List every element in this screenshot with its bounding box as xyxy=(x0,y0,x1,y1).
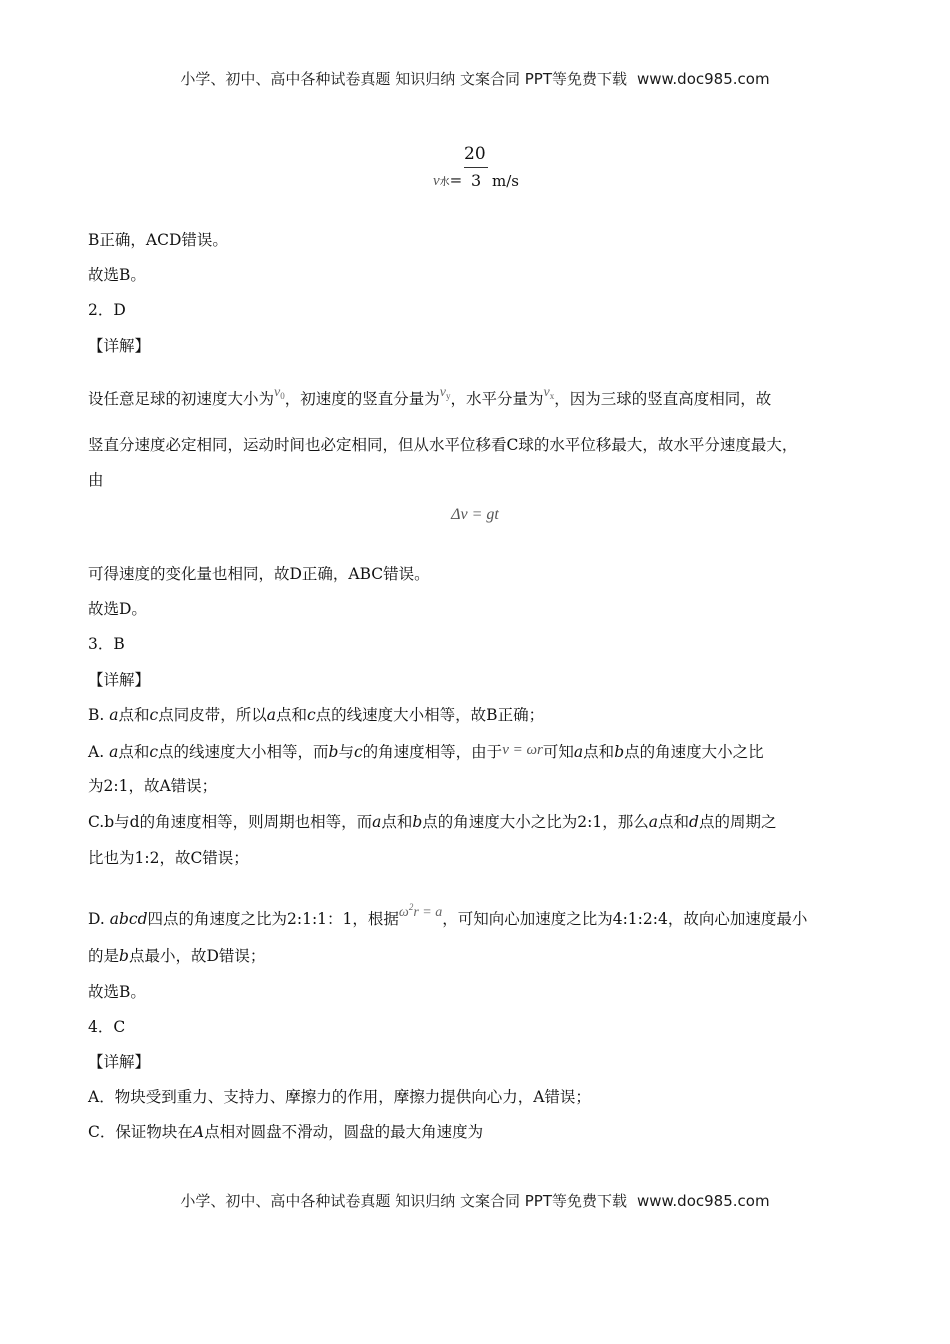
formula-delta-v: Δv = gt xyxy=(451,506,499,523)
line-1: B正确，ACD错误。 xyxy=(88,231,228,249)
line-10: 3．B xyxy=(88,635,125,653)
page-header xyxy=(0,68,950,89)
line-14: 为2:1，故A错误； xyxy=(88,777,218,795)
v-omega-r-formula: v = ωr xyxy=(502,742,543,758)
line-18: 的是b点最小，故D错误； xyxy=(88,947,266,965)
line-11: 【详解】 xyxy=(88,671,151,689)
line-23: C．保证物块在A点相对圆盘不滑动，圆盘的最大角速度为 xyxy=(88,1123,484,1141)
footer-text: 小学、初中、高中各种试卷真题 知识归纳 文案合同 PPT等免费下载 xyxy=(180,1192,627,1210)
line-12: B. a点和c点同皮带，所以a点和c点的线速度大小相等，故B正确； xyxy=(88,706,545,724)
line-4: 【详解】 xyxy=(88,337,151,355)
line-5: 设任意足球的初速度大小为$v_0$，初速度的竖直分量为$v_y$，水平分量为$v_x$，因为三球的竖直高度相同，故 xyxy=(88,385,772,408)
formula1-numerator: 20 xyxy=(464,144,486,164)
vy-symbol: $v_y$ xyxy=(439,385,451,401)
line-21: 【详解】 xyxy=(88,1053,151,1071)
line-2: 故选B。 xyxy=(88,266,146,284)
line-8: 可得速度的变化量也相同，故D正确，ABC错误。 xyxy=(88,565,430,583)
line-16: 比也为1:2，故C错误； xyxy=(88,849,249,867)
formula1-unit: m/s xyxy=(492,172,519,190)
formula1-fraction-bar xyxy=(464,167,488,168)
page-footer xyxy=(0,1190,950,1211)
line-13: A. a点和c点的线速度大小相等，而b与c的角速度相等，由于v = ωr可知a点和b点的角速度大小之比 xyxy=(88,742,764,761)
footer-url[interactable]: www.doc985.com xyxy=(636,1192,770,1210)
line-3: 2．D xyxy=(88,301,126,319)
line-6: 竖直分速度必定相同，运动时间也必定相同，但从水平位移看C球的水平位移最大，故水平分速度最大， xyxy=(88,436,798,454)
line-15: C.b与d的角速度相等，则周期也相等，而a点和b点的角速度大小之比为2:1，那么a点和d点的周期之 xyxy=(88,813,777,831)
line-20: 4．C xyxy=(88,1018,126,1036)
line-22: A．物块受到重力、支持力、摩擦力的作用，摩擦力提供向心力，A错误； xyxy=(88,1088,591,1106)
line-17: D. abcd四点的角速度之比为2:1:1：1，根据$\omega^2r = a$，可知向心加速度之比为4:1:2:4，故向心加速度最小 xyxy=(88,902,808,928)
formula1-lhs: v水= xyxy=(433,171,463,189)
line-19: 故选B。 xyxy=(88,983,146,1001)
v0-symbol: $v_0$ xyxy=(274,385,285,401)
header-text: 小学、初中、高中各种试卷真题 知识归纳 文案合同 PPT等免费下载 xyxy=(180,70,627,88)
omega-squared-r-formula: $\omega^2r = a$ xyxy=(398,902,443,920)
line-9: 故选D。 xyxy=(88,600,147,618)
vx-symbol: $v_x$ xyxy=(543,385,555,401)
header-url[interactable]: www.doc985.com xyxy=(636,70,770,88)
line-7: 由 xyxy=(88,471,104,489)
formula1-denominator: 3 xyxy=(471,171,482,190)
